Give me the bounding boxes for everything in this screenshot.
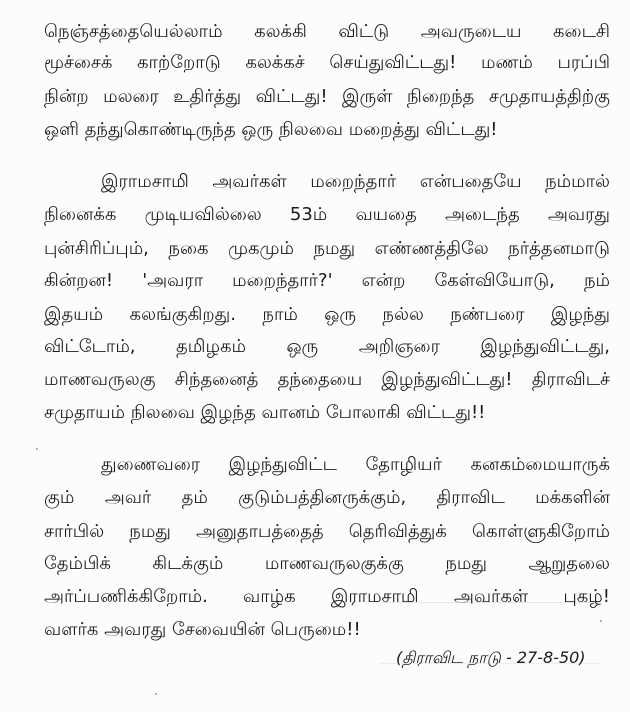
paragraph-1-line-2: மூச்சைக் காற்றோடு கலக்கச் செய்துவிட்டது! மணம் பரப்பி [44, 52, 610, 73]
paragraph-1-line-4: ஒளி தந்துகொண்டிருந்த ஒரு நிலவை மறைத்து விட்டது! [44, 119, 498, 140]
paragraph-3-line-3: சார்பில் நமது அனுதாபத்தைத் தெரிவித்துக் கொள்ளுகிறோம் [44, 521, 610, 542]
paragraph-2-line-2: நினைக்க முடியவில்லை 53ம் வயதை அடைந்த அவரது [44, 204, 610, 225]
paragraph-2-line-3: புன்சிரிப்பும், நகை முகமும் நமது எண்ணத்திலே நர்த்தனமாடு [44, 238, 610, 259]
paragraph-3-line-2: கும் அவர் தம் குடும்பத்தினருக்கும், திராவிட மக்களின் [44, 487, 610, 508]
paragraph-2-line-1: இராமசாமி அவர்கள் மறைந்தார் என்பதையே நம்மால் [101, 171, 610, 192]
paragraph-1-line-3: நின்ற மலரை உதிர்த்து விட்டது! இருள் நிறைந்த சமுதாயத்திற்கு [44, 86, 610, 107]
source-citation: (திராவிட நாடு - 27-8-50) [396, 648, 586, 667]
paragraph-1-line-1: நெஞ்சத்தையெல்லாம் கலக்கி விட்டு அவருடைய கடைசி [44, 21, 610, 42]
scan-speck [155, 693, 157, 695]
paragraph-3-line-5: அர்ப்பணிக்கிறோம். வாழ்க இராமசாமி அவர்கள் புகழ்! [44, 586, 610, 607]
paragraph-2-line-8: சமுதாயம் நிலவை இழந்த வானம் போலாகி விட்டது!! [44, 402, 486, 423]
paragraph-2-line-7: மாணவருலகு சிந்தனைத் தந்தையை இழந்துவிட்டது! திராவிடச் [44, 369, 610, 390]
paragraph-3-line-4: தேம்பிக் கிடக்கும் மாணவருலகுக்கு நமது ஆறுதலை [44, 553, 610, 574]
paragraph-2-line-6: விட்டோம், தமிழகம் ஒரு அறிஞரை இழந்துவிட்டது, [44, 336, 610, 357]
paragraph-2-line-4: கின்றன! 'அவரா மறைந்தார்?' என்ற கேள்வியோடு, நம் [44, 270, 610, 291]
paragraph-3-line-6: வளர்க அவரது சேவையின் பெருமை!! [44, 619, 361, 640]
scan-speck [36, 448, 38, 450]
paragraph-3-line-1: துணைவரை இழந்துவிட்ட தோழியர் கனகம்மையாருக் [101, 454, 610, 475]
scan-speck [600, 620, 602, 622]
paragraph-2-line-5: இதயம் கலங்குகிறது. நாம் ஒரு நல்ல நண்பரை இழந்து [44, 304, 610, 325]
